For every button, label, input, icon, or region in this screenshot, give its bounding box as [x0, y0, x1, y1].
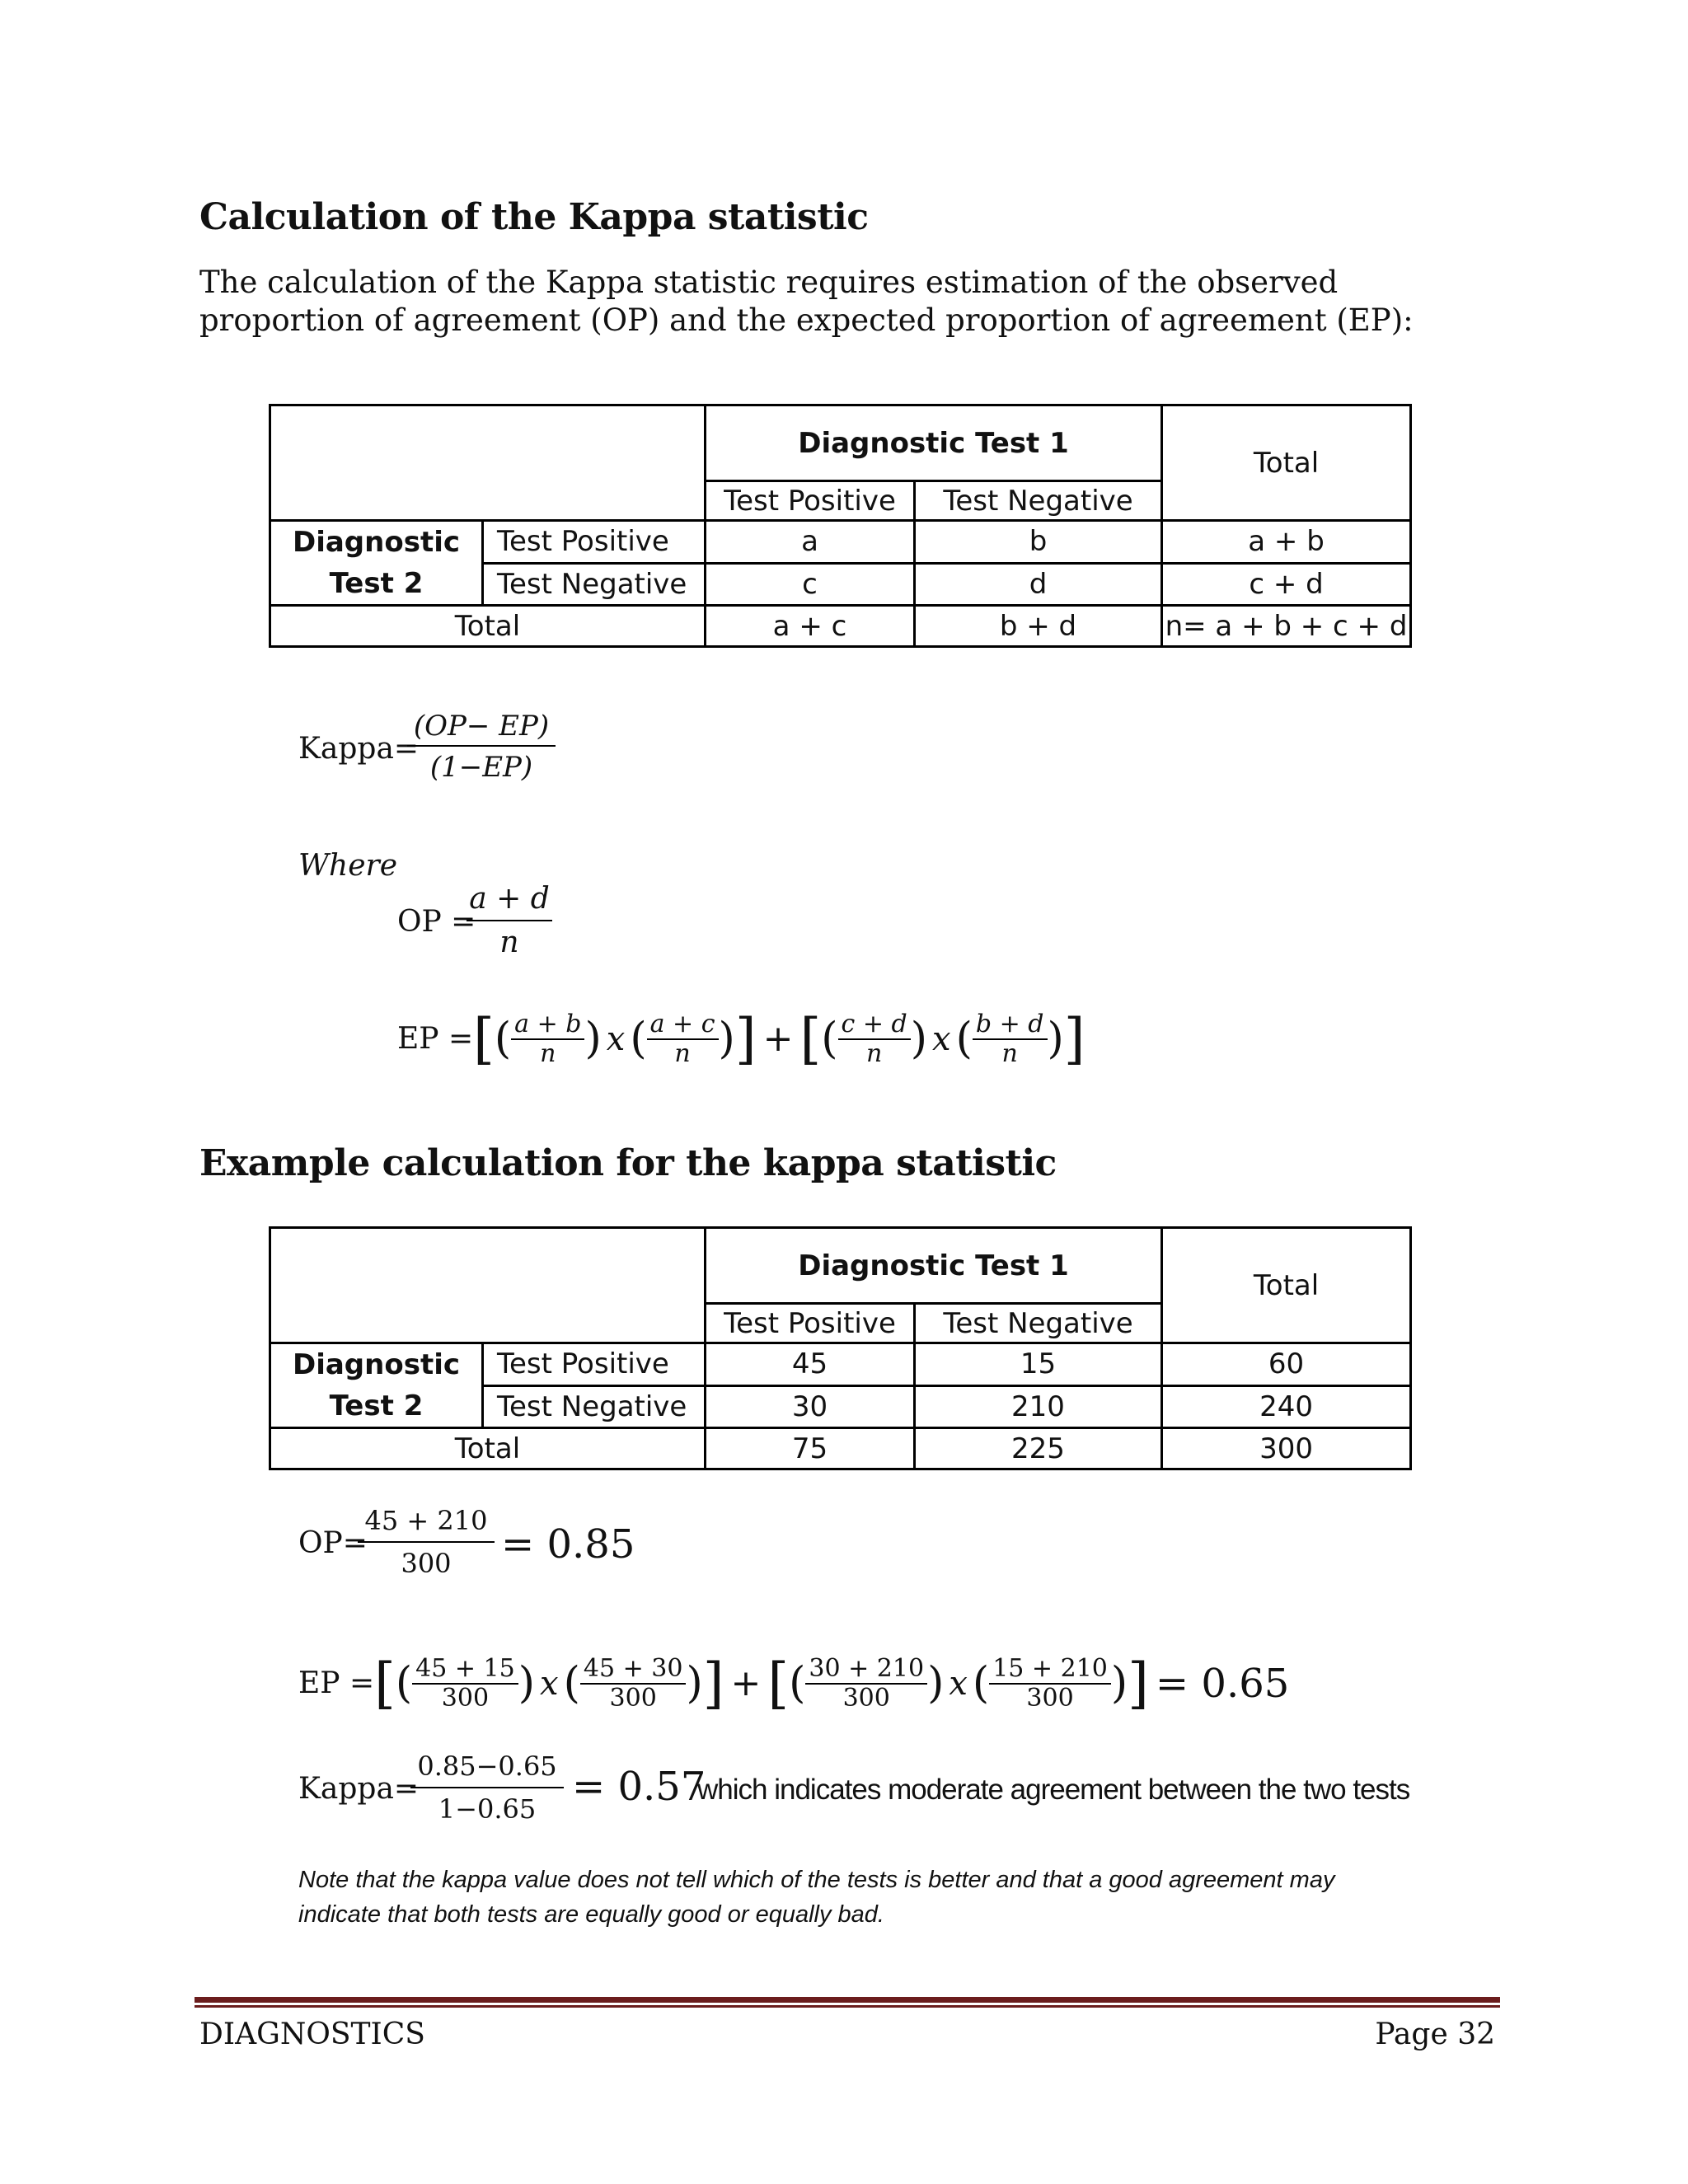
- section-heading-example: Example calculation for the kappa statistic: [199, 1142, 1057, 1184]
- row-test-positive: Test Positive: [483, 1343, 706, 1386]
- cell-b-plus-d: b + d: [915, 606, 1162, 647]
- example-op-result: = 0.85: [501, 1521, 635, 1568]
- section-heading-kappa: Calculation of the Kappa statistic: [199, 196, 869, 238]
- kappa-label: Kappa=: [298, 732, 420, 766]
- example-ep-term-4: $\frac{15 + 210}{300}$: [989, 1655, 1111, 1713]
- op-fraction: [467, 879, 552, 964]
- footer-rule-thin: [195, 2005, 1500, 2008]
- cell-pos-pos: 45: [706, 1343, 915, 1386]
- intro-paragraph: The calculation of the Kappa statistic requires estimation of the observed proportion of agreement (OP) and the expected proportion of agreement (EP):: [199, 265, 1414, 338]
- ep-term-3: $\frac{c + d}{n}$: [838, 1010, 911, 1068]
- cell-a-plus-b: a + b: [1162, 521, 1411, 564]
- cell-n-total: n= a + b + c + d: [1162, 606, 1411, 647]
- cell-c: c: [706, 563, 915, 606]
- row-test-positive: Test Positive: [483, 521, 706, 564]
- footer-section-name: DIAGNOSTICS: [199, 2018, 425, 2051]
- row-test-negative: Test Negative: [483, 563, 706, 606]
- example-op-fraction: [358, 1500, 495, 1584]
- header-total: Total: [1162, 1228, 1411, 1343]
- cell-a-plus-c: a + c: [706, 606, 915, 647]
- cell-b: b: [915, 521, 1162, 564]
- example-op-label: OP=: [298, 1526, 368, 1560]
- ep-term-4: $\frac{b + d}{n}$: [973, 1010, 1048, 1068]
- ep-term-2: $\frac{a + c}{n}$: [647, 1010, 719, 1068]
- ep-label: EP =: [397, 1022, 474, 1056]
- example-ep-formula: EP =[( $\frac{45 + 15}{300}$ ) x ( $\frac{45 + 30}{300}$ )] + [( $\frac{30 + 210}{300}$ ) x ( $\frac{15 + 210}{300}$ )] = 0.65: [298, 1652, 1290, 1715]
- col-test-positive: Test Positive: [706, 481, 915, 521]
- row-total: Total: [270, 1428, 706, 1469]
- example-kappa-comment: which indicates moderate agreement between the two tests: [697, 1774, 1410, 1806]
- example-kappa-numerator: 0.85−0.65: [417, 1750, 557, 1782]
- cell-c-plus-d: c + d: [1162, 563, 1411, 606]
- op-numerator: a + d: [469, 882, 550, 916]
- footer-page-number: Page 32: [1375, 2018, 1495, 2051]
- cell-a: a: [706, 521, 915, 564]
- cell-pos-total: 60: [1162, 1343, 1411, 1386]
- cell-grand-total: 300: [1162, 1428, 1411, 1469]
- contingency-table-generic: [269, 404, 1412, 648]
- row-group-test2: Diagnostic Test 2: [270, 1343, 483, 1428]
- example-kappa-label: Kappa=: [298, 1772, 420, 1806]
- col-test-positive: Test Positive: [706, 1304, 915, 1343]
- example-ep-result: = 0.65: [1155, 1660, 1290, 1707]
- note-line-1: Note that the kappa value does not tell which of the tests is better and that a good agreement may: [298, 1867, 1335, 1893]
- row-group-test2: Diagnostic Test 2: [270, 521, 483, 606]
- cell-total-neg: 225: [915, 1428, 1162, 1469]
- row-test-negative: Test Negative: [483, 1385, 706, 1428]
- col-test-negative: Test Negative: [915, 1304, 1162, 1343]
- example-ep-term-3: $\frac{30 + 210}{300}$: [805, 1655, 927, 1713]
- contingency-table-example: [269, 1226, 1412, 1470]
- kappa-numerator: (OP− EP): [413, 710, 550, 743]
- kappa-denominator: (1−EP): [429, 751, 533, 784]
- table-corner: [270, 405, 706, 521]
- cell-neg-neg: 210: [915, 1385, 1162, 1428]
- example-ep-term-1: $\frac{45 + 15}{300}$: [412, 1655, 518, 1713]
- example-kappa-fraction: [410, 1746, 564, 1830]
- header-total: Total: [1162, 405, 1411, 521]
- col-test-negative: Test Negative: [915, 481, 1162, 521]
- table-corner: [270, 1228, 706, 1343]
- example-op-numerator: 45 + 210: [364, 1505, 488, 1536]
- example-kappa-result: = 0.57: [572, 1764, 706, 1810]
- ep-term-1: $\frac{a + b}{n}$: [511, 1010, 584, 1068]
- cell-d: d: [915, 563, 1162, 606]
- where-label: Where: [298, 849, 398, 883]
- cell-neg-pos: 30: [706, 1385, 915, 1428]
- cell-pos-neg: 15: [915, 1343, 1162, 1386]
- row-total: Total: [270, 606, 706, 647]
- example-op-denominator: 300: [401, 1548, 452, 1579]
- cell-total-pos: 75: [706, 1428, 915, 1469]
- ep-formula: EP =[( $\frac{a + b}{n}$ ) x ( $\frac{a + c}{n}$ )] + [( $\frac{c + d}{n}$ ) x ( $\frac{b + d}{n}$ )]: [397, 1007, 1085, 1071]
- kappa-fraction: [407, 707, 556, 788]
- op-denominator: n: [499, 926, 519, 959]
- header-test1: Diagnostic Test 1: [706, 1228, 1162, 1304]
- example-kappa-denominator: 1−0.65: [438, 1793, 537, 1825]
- footer-rule: [195, 1997, 1500, 2003]
- header-test1: Diagnostic Test 1: [706, 405, 1162, 481]
- op-label: OP =: [397, 905, 476, 939]
- example-ep-label: EP =: [298, 1666, 375, 1700]
- example-ep-term-2: $\frac{45 + 30}{300}$: [580, 1655, 687, 1713]
- note-line-2: indicate that both tests are equally good or equally bad.: [298, 1901, 884, 1928]
- cell-neg-total: 240: [1162, 1385, 1411, 1428]
